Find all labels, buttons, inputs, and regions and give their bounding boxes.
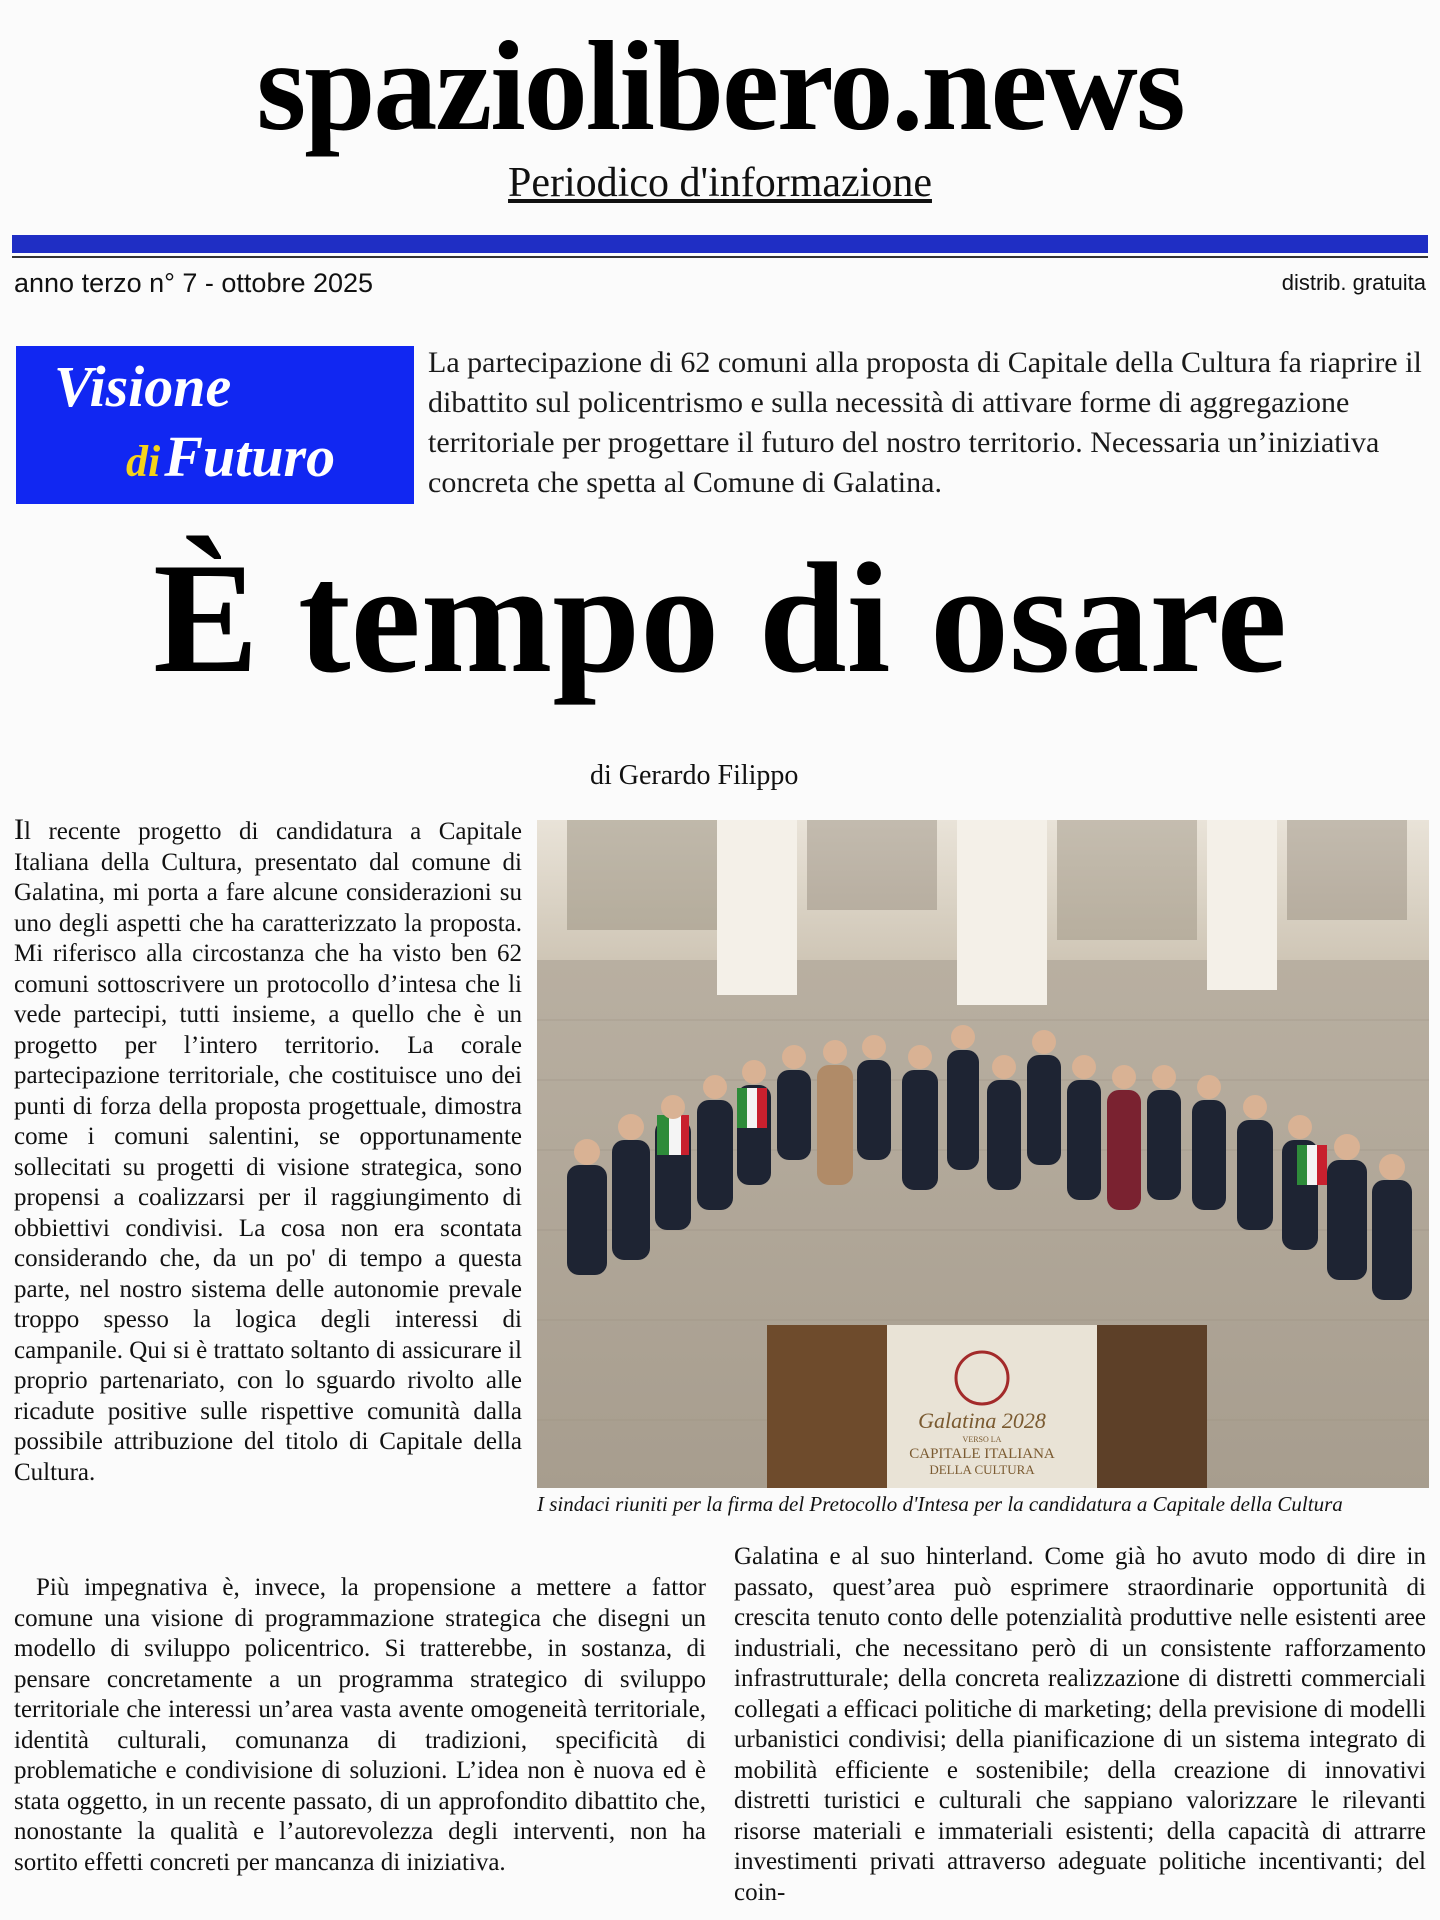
article-column-bottom-left [14,1573,706,1878]
article-column-left [14,815,522,1488]
paragraph-1-text: l recente progetto di candidatura a Capitale Italiana della Cultura, presentato dal comune di Galatina, mi porta a fare alcune considerazioni su uno degli aspetti che ha caratterizzato la proposta. Mi riferisco alla circostanza che ha visto ben 62 comuni sottoscrivere un protocollo d’intesa che li vede partecipi, tutti insieme, a quello che è un progetto per l’intero territorio. La corale partecipazione territoriale, che costituisce uno dei punti di forza della proposta progettuale, dimostra come i comuni salentini, se opportunamente sollecitati su progetti di visione strategica, sono propensi a coalizzarsi per il raggiungimento di obbiettivi condivisi. La cosa non era scontata considerando che, da un po' di tempo a questa parte, nel nostro sistema delle autonomie prevale troppo spesso la logica degli interessi di campanile. Qui si è trattato soltanto di assicurare il proprio partenariato, con lo sguardo rivolto alle ricadute positive sulle rispettive comunità dalla possibile attribuzione del titolo di Capitale della Cultura. [14,818,522,1486]
banner-cultura: DELLA CULTURA [929,1462,1035,1477]
paragraph-2: Più impegnativa è, invece, la propensione a mettere a fattor comune una visione di programmazione strategica che disegni un modello di sviluppo policentrico. Si tratterebbe, in sostanza, di pensare concretamente a un programma strategico di sviluppo territoriale che interessi un’area vasta avente omogeneità territoriale, identità culturali, comunanza di tradizioni, specificità di problematiche e condivisione di soluzioni. L’idea non è nuova ed è stata oggetto, in un recente passato, di un approfondito dibattito che, nonostante la qualità e l’autorevolezza degli interventi, non ha sortito effetti concreti per mancanza di iniziativa. [14,1574,706,1876]
section-badge [16,346,414,504]
masthead-blue-rule [12,235,1428,253]
lead-text: La partecipazione di 62 comuni alla proposta di Capitale della Cultura fa riaprire il dibattito sul policentrismo e sulla necessità di attivare forme di aggregazione territoriale per progettare il futuro del nostro territorio. Necessaria un’iniziativa concreta che spetta al Comune di Galatina. [428,346,1422,499]
section-badge-futuro: Futuro [164,424,336,489]
banner-capitale: CAPITALE ITALIANA [909,1446,1055,1462]
masthead-divider [12,256,1428,258]
section-badge-di: di [126,437,161,486]
group-photo [537,820,1429,1488]
masthead [0,0,1440,204]
banner-title: Galatina 2028 [918,1408,1046,1433]
headline: È tempo di osare [153,531,1287,706]
paragraph-1 [14,815,522,1488]
article-column-right [734,1542,1426,1908]
banner-verso: VERSO LA [962,1435,1002,1444]
newspaper-subtitle: Periodico d'informazione [508,160,932,206]
photo-caption: I sindaci riuniti per la firma del Pretocollo d'Intesa per la candidatura a Capitale della Cultura [537,1492,1343,1516]
section-badge-line1: Visione [54,354,232,419]
distribution-note: distrib. gratuita [1281,270,1426,295]
dropcap: I [14,813,24,846]
section-badge-line2 [126,424,336,489]
floor-banner [767,1325,1207,1488]
newspaper-title: spaziolibero.news [256,15,1184,157]
issue-info: anno terzo n° 7 - ottobre 2025 [14,268,374,298]
group-photo-illustration [537,820,1429,1488]
article-lead [428,343,1428,503]
byline: di Gerardo Filippo [590,760,799,791]
paragraph-3: Galatina e al suo hinterland. Come già ho avuto modo di dire in passato, quest’area può esprimere straordinarie opportunità di crescita tenuto conto delle potenzialità produttive nelle esistenti aree industriali, che necessitano però di un consistente rafforzamento infrastrutturale; della concreta realizzazione di distretti commerciali collegati a efficaci politiche di marketing; della previsione di modelli urbanistici condivisi; della pianificazione di un sistema integrato di mobilità efficiente e sostenibile; della creazione di innovativi distretti turistici e culturali che sappiano valorizzare le rilevanti risorse materiali e immateriali esistenti; della capacità di attrarre investimenti privati attraverso adeguate politiche incentivanti; del coin- [734,1543,1426,1906]
